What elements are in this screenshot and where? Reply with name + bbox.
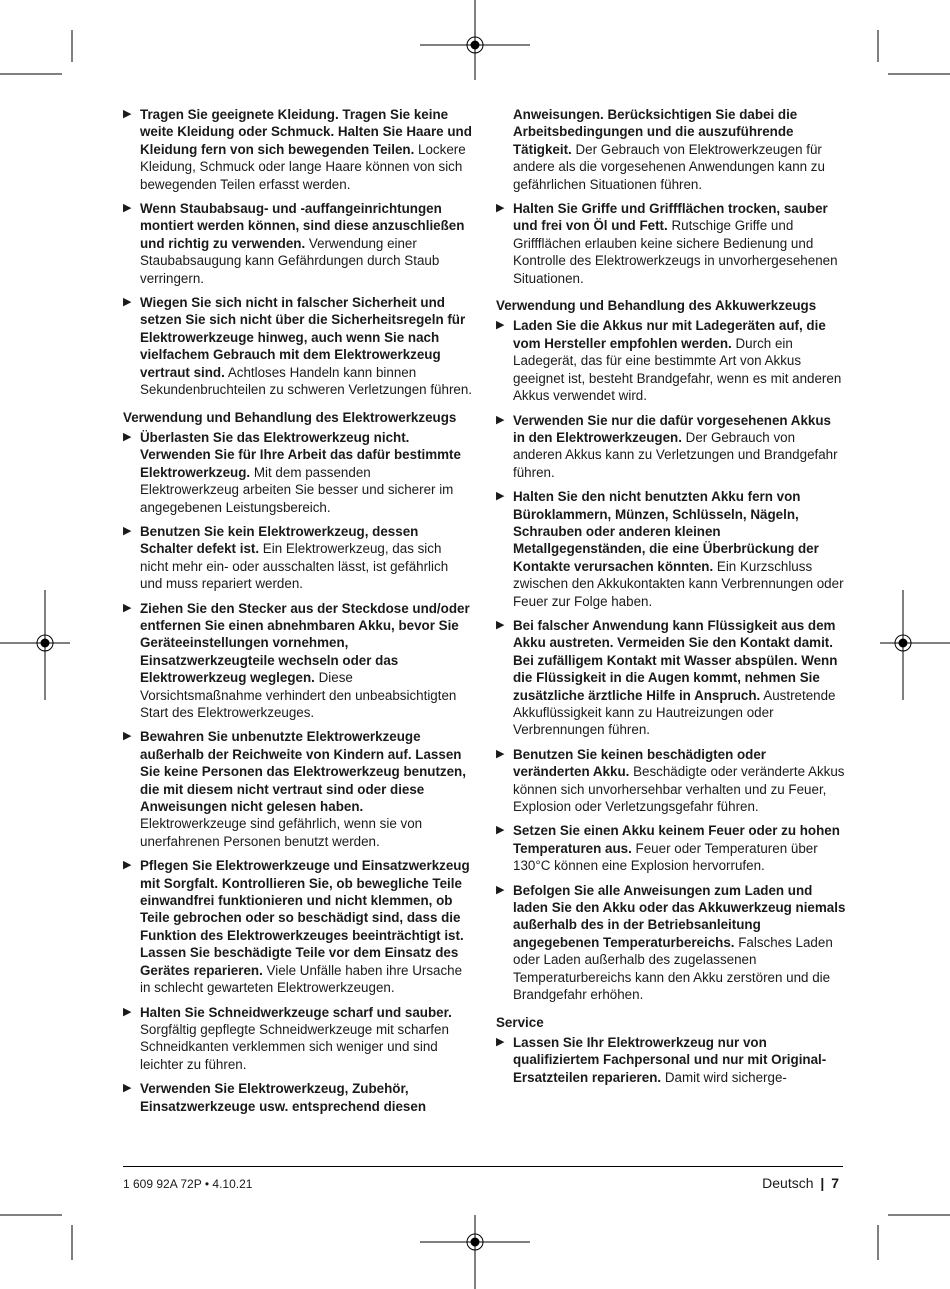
bullet-arrow-icon: ▶	[123, 108, 132, 120]
instruction-bold: Lassen Sie Ihr Elektrowerkzeug nur von qualifiziertem Fachpersonal und nur mit Original-Ersatzteilen reparieren.	[513, 1034, 827, 1085]
document-code: 1 609 92A 72P • 4.10.21	[123, 1177, 253, 1191]
bullet-arrow-icon: ▶	[123, 601, 132, 614]
instruction-text: Mit dem passenden Elektrowerkzeug arbeiten Sie besser und sicherer im angegebenen Leistungsbereich.	[140, 464, 454, 515]
instruction-bold: Setzen Sie einen Akku keinem Feuer oder zu hohen Temperaturen aus.	[513, 823, 840, 856]
instruction-bold: Laden Sie die Akkus nur mit Ladegeräten auf, die vom Hersteller empfohlen werden.	[513, 318, 826, 351]
bullet-arrow-icon: ▶	[123, 430, 132, 443]
bullet-arrow-icon: ▶	[496, 1035, 505, 1048]
bullet-arrow-icon: ▶	[123, 1005, 132, 1018]
instruction-text: Beschädigte oder veränderte Akkus können sich unvorhersehbar verhalten und zu Feuer, Explosion oder Verletzungsgefahr führen.	[513, 764, 845, 815]
page-footer	[762, 1175, 839, 1191]
instruction-bold: Verwenden Sie nur die dafür vorgesehenen Akkus in den Elektrowerkzeugen.	[513, 412, 832, 445]
instruction-bold: Halten Sie den nicht benutzten Akku fern von Büroklammern, Münzen, Schlüsseln, Nägeln, Schrauben oder anderen kleinen Metallgegenständen, die eine Überbrückung der Kontakte verursachen könnten.	[513, 489, 819, 574]
safety-instruction	[123, 294, 473, 398]
footer-separator: |	[820, 1175, 825, 1191]
instruction-text: Lockere Kleidung, Schmuck oder lange Haare können von sich bewegenden Teilen erfasst werden.	[140, 141, 466, 192]
instruction-bold: Benutzen Sie kein Elektrowerkzeug, dessen Schalter defekt ist.	[140, 523, 419, 557]
bullet-arrow-icon: ▶	[496, 319, 505, 332]
safety-instruction	[496, 317, 846, 404]
service-heading: Service	[496, 1014, 544, 1030]
safety-instruction	[123, 1004, 473, 1074]
language-label: Deutsch	[762, 1175, 814, 1191]
bullet-arrow-icon: ▶	[123, 730, 132, 743]
instruction-bold: Halten Sie Schneidwerkzeuge scharf und sauber.	[140, 1004, 452, 1020]
instruction-bold: Bewahren Sie unbenutzte Elektrowerkzeuge außerhalb der Reichweite von Kindern auf. Lassen Sie keine Personen das Elektrowerkzeug benutzen, die mit diesem nicht vertraut sind oder diese Anweisungen nicht gelesen haben.	[140, 729, 466, 815]
safety-instruction	[123, 106, 473, 193]
instruction-text: Verwendung einer Staubabsaugung kann Gefährdungen durch Staub verringern.	[140, 235, 440, 286]
instruction-text: Durch ein Ladegerät, das für eine bestimmte Art von Akkus geeignet ist, besteht Brandgefahr, wenn es mit anderen Akkus verwendet wird.	[513, 335, 842, 404]
bullet-arrow-icon: ▶	[123, 859, 132, 872]
bullet-arrow-icon: ▶	[496, 883, 505, 896]
bullet-arrow-icon: ▶	[496, 202, 505, 215]
bullet-arrow-icon: ▶	[123, 1082, 132, 1095]
safety-instruction	[496, 200, 846, 287]
safety-instruction	[496, 746, 846, 816]
safety-instruction	[496, 1034, 846, 1086]
bullet-arrow-icon: ▶	[123, 202, 132, 215]
instruction-text: Ein Elektrowerkzeug, das sich nicht mehr ein- oder ausschalten lässt, ist gefährlich und muss repariert werden.	[140, 541, 449, 592]
bullet-arrow-icon: ▶	[496, 824, 505, 837]
bullet-arrow-icon: ▶	[496, 490, 505, 503]
safety-instruction	[496, 488, 846, 610]
bullet-arrow-icon: ▶	[496, 618, 505, 631]
instruction-text: Der Gebrauch von anderen Akkus kann zu Verletzungen und Brandgefahr führen.	[513, 429, 838, 480]
safety-instruction	[496, 822, 846, 874]
instruction-text: Achtloses Handeln kann binnen Sekundenbruchteilen zu schweren Verletzungen führen.	[140, 364, 473, 398]
bullet-arrow-icon: ▶	[123, 296, 132, 309]
safety-instruction	[123, 200, 473, 287]
safety-instruction	[123, 429, 473, 516]
instruction-bold: Halten Sie Griffe und Griffflächen trocken, sauber und frei von Öl und Fett.	[513, 201, 828, 234]
instruction-text: Ein Kurzschluss zwischen den Akkukontakten kann Verbrennungen oder Feuer zur Folge haben.	[513, 558, 844, 609]
instruction-text: Der Gebrauch von Elektrowerkzeugen für andere als die vorgesehenen Anwendungen kann zu gefährlichen Situationen führen.	[513, 141, 825, 192]
page-number: 7	[831, 1175, 839, 1191]
instruction-text: Damit wird sicherge-	[661, 1069, 787, 1085]
section-heading: Verwendung und Behandlung des Elektrowerkzeugs	[123, 409, 457, 425]
right-column	[496, 106, 846, 1093]
instruction-bold: Pflegen Sie Elektrowerkzeuge und Einsatzwerkzeug mit Sorgfalt. Kontrollieren Sie, ob bewegliche Teile einwandfrei funktionieren und nicht klemmen, ob Teile gebrochen oder so beschädigt sind, dass die Funktion des Elektrowerkzeuges beeinträchtigt ist. Lassen Sie beschädigte Teile vor dem Einsatz des Gerätes reparieren.	[140, 858, 470, 978]
instruction-text: Falsches Laden oder Laden außerhalb des zugelassenen Temperaturbereichs kann den Akku zerstören und die Brandgefahr erhöhen.	[513, 934, 833, 1003]
safety-instruction	[496, 617, 846, 739]
instruction-bold: Verwenden Sie Elektrowerkzeug, Zubehör, Einsatzwerkzeuge usw. entsprechend diesen	[140, 1081, 427, 1114]
instruction-text: Elektrowerkzeuge sind gefährlich, wenn sie von unerfahrenen Personen benutzt werden.	[140, 816, 423, 849]
safety-instruction	[123, 728, 473, 850]
bullet-arrow-icon: ▶	[496, 747, 505, 760]
instruction-bold: Anweisungen. Berücksichtigen Sie dabei die Arbeitsbedingungen und die auszuführende Tätigkeit.	[513, 107, 798, 157]
safety-instruction	[123, 600, 473, 722]
safety-instruction	[496, 412, 846, 482]
instruction-bold: Wenn Staubabsaug- und -auffangeinrichtungen montiert werden können, sind diese anzuschließen und richtig zu verwenden.	[140, 201, 465, 251]
instruction-bold: Tragen Sie geeignete Kleidung. Tragen Sie keine weite Kleidung oder Schmuck. Halten Sie Haare und Kleidung fern von sich bewegenden Teilen.	[140, 107, 472, 157]
instruction-text: Sorgfältig gepflegte Schneidwerkzeuge mit scharfen Schneidkanten verklemmen sich weniger und sind leichter zu führen.	[140, 1021, 449, 1072]
section-heading: Verwendung und Behandlung des Akkuwerkzeugs	[496, 298, 817, 314]
instruction-text: Viele Unfälle haben ihre Ursache in schlecht gewarteten Elektrowerkzeugen.	[140, 962, 463, 996]
footer-rule	[123, 1166, 843, 1167]
safety-instruction	[123, 857, 473, 996]
instruction-text: Rutschige Griffe und Griffflächen erlauben keine sichere Bedienung und Kontrolle des Elektrowerkzeugs in unvorhergesehenen Situationen.	[513, 218, 838, 286]
instruction-bold: Überlasten Sie das Elektrowerkzeug nicht. Verwenden Sie für Ihre Arbeit das dafür bestimmte Elektrowerkzeug.	[140, 429, 461, 480]
instruction-text: Austretende Akkuflüssigkeit kann zu Hautreizungen oder Verbrennungen führen.	[513, 687, 836, 738]
left-column	[123, 106, 473, 1122]
instruction-bold: Benutzen Sie keinen beschädigten oder veränderten Akku.	[513, 746, 766, 780]
safety-instruction	[123, 523, 473, 593]
instruction-bold: Bei falscher Anwendung kann Flüssigkeit aus dem Akku austreten. Vermeiden Sie den Kontakt damit. Bei zufälligem Kontakt mit Wasser abspülen. Wenn die Flüssigkeit in die Augen kommt, nehmen Sie zusätzliche ärztliche Hilfe in Anspruch.	[513, 617, 838, 703]
instruction-bold: Ziehen Sie den Stecker aus der Steckdose und/oder entfernen Sie einen abnehmbaren Akku, bevor Sie Geräteeinstellungen vornehmen, Einsatzwerkzeugteile wechseln oder das Elektrowerkzeug weglegen.	[140, 600, 470, 686]
continued-paragraph	[496, 106, 846, 193]
instruction-bold: Wiegen Sie sich nicht in falscher Sicherheit und setzen Sie sich nicht über die Sicherheitsregeln für Elektrowerkzeuge hinweg, auch wenn Sie nach vielfachem Gebrauch mit dem Elektrowerkzeug vertraut sind.	[140, 295, 466, 380]
safety-instruction	[496, 882, 846, 1004]
bullet-arrow-icon: ▶	[123, 524, 132, 537]
bullet-arrow-icon: ▶	[496, 413, 505, 426]
instruction-text: Feuer oder Temperaturen über 130°C können eine Explosion hervorrufen.	[513, 840, 818, 874]
instruction-text: Diese Vorsichtsmaßnahme verhindert den unbeabsichtigten Start des Elektrowerkzeuges.	[140, 670, 457, 720]
instruction-bold: Befolgen Sie alle Anweisungen zum Laden und laden Sie den Akku oder das Akkuwerkzeug niemals außerhalb des in der Betriebsanleitung angegebenen Temperaturbereichs.	[513, 882, 846, 950]
safety-instruction	[123, 1080, 473, 1115]
